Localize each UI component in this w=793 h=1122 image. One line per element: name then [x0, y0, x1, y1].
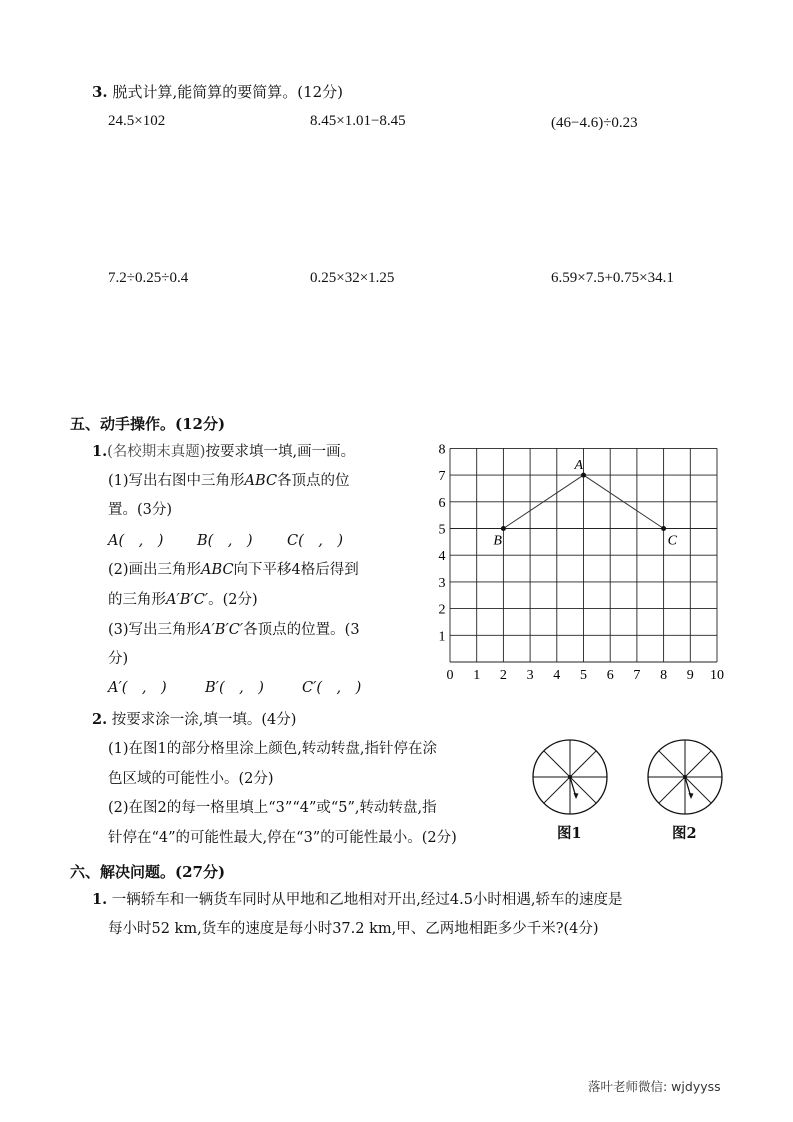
coord-b-blank: B( , )	[197, 533, 253, 549]
coord-a-prime-blank: A′( , )	[108, 680, 167, 696]
s5-p2-line1: (1)在图1的部分格里涂上颜色,转动转盘,指针停在涂	[108, 741, 437, 757]
x-tick-label: 5	[580, 668, 587, 683]
vertex-point-a	[581, 473, 586, 478]
triangle-prime-name: A′B′C′	[166, 592, 209, 608]
expr-2: 8.45×1.01−8.45	[310, 113, 406, 129]
coord-c-blank: C( , )	[287, 533, 344, 549]
expr-6: 6.59×7.5+0.75×34.1	[551, 270, 674, 286]
y-tick-label: 3	[438, 575, 446, 591]
section-5-heading: 五、动手操作。(12分)	[70, 415, 226, 433]
coord-a-blank: A( , )	[108, 533, 164, 549]
vertex-point-c	[661, 526, 666, 531]
s5-p1-line5	[108, 622, 360, 639]
coord-c-prime-blank: C′( , )	[302, 680, 362, 696]
expr-3: (46−4.6)÷0.23	[551, 115, 638, 131]
text: 的三角形	[108, 592, 166, 608]
y-tick-label: 7	[438, 469, 446, 485]
s5-p1-title	[92, 443, 355, 461]
coordinate-grid	[430, 440, 730, 690]
expr-4: 7.2÷0.25÷0.4	[108, 270, 189, 286]
expr-5: 0.25×32×1.25	[310, 270, 395, 286]
y-tick-label: 5	[438, 522, 446, 538]
s5-p1-line6: 分)	[108, 651, 129, 667]
s5-p2-line3: (2)在图2的每一格里填上“3”“4”或“5”,转动转盘,指	[108, 800, 437, 816]
s5-p2-line2: 色区域的可能性小。(2分)	[108, 771, 274, 787]
s5-p2-line4: 针停在“4”的可能性最大,停在“3”的可能性最小。(2分)	[108, 830, 457, 846]
text: 。(2分)	[208, 592, 258, 608]
spinner-figure-1	[530, 737, 610, 817]
y-tick-label: 8	[438, 442, 446, 458]
s5-p1-line4	[108, 592, 258, 609]
s5-p1-line2: 置。(3分)	[108, 502, 173, 518]
source-tag: (名校期末真题)	[107, 444, 206, 460]
vertex-label-c: C	[667, 533, 677, 549]
x-tick-label: 4	[553, 668, 561, 683]
q3-title	[92, 81, 343, 102]
s5-p1-line1	[108, 473, 350, 490]
y-tick-label: 1	[438, 629, 446, 645]
x-tick-label: 10	[710, 668, 724, 683]
x-tick-label: 3	[526, 668, 534, 683]
q3-number: 3.	[92, 83, 108, 101]
text: (3)写出三角形	[108, 622, 202, 638]
s5-p1-instruction: 按要求填一填,画一画。	[205, 444, 356, 460]
vertex-label-b: B	[493, 533, 502, 549]
vertex-point-b	[501, 526, 506, 531]
s5-p1-line3	[108, 562, 359, 579]
coord-b-prime-blank: B′( , )	[205, 680, 264, 696]
x-tick-label: 1	[473, 668, 481, 683]
text: 一辆轿车和一辆货车同时从甲地和乙地相对开出,经过4.5小时相遇,轿车的速度是	[111, 892, 623, 908]
s6-p1-line2: 每小时52 km,货车的速度是每小时37.2 km,甲、乙两地相距多少千米?(4分)	[108, 921, 599, 937]
s5-p1-number: 1.	[92, 443, 108, 460]
text: (1)写出右图中三角形	[108, 473, 245, 489]
x-tick-label: 7	[633, 668, 641, 683]
x-tick-label: 6	[606, 668, 614, 683]
figure-2-caption: 图2	[672, 825, 697, 842]
x-tick-label: 9	[686, 668, 694, 683]
footer-note: 落叶老师微信: wjdyyss	[588, 1079, 721, 1094]
s6-p1-line1	[92, 891, 623, 909]
triangle-name: ABC	[201, 562, 234, 578]
text: 向下平移4格后得到	[233, 562, 359, 578]
y-tick-label: 2	[438, 602, 446, 618]
x-tick-label: 8	[660, 668, 668, 683]
y-tick-label: 6	[438, 495, 446, 511]
y-tick-label: 4	[438, 549, 446, 565]
expr-1: 24.5×102	[108, 113, 166, 129]
vertex-label-a: A	[574, 458, 584, 474]
x-tick-label: 2	[499, 668, 507, 683]
text: (2)画出三角形	[108, 562, 202, 578]
figure-1-caption: 图1	[557, 825, 582, 842]
s5-p2-number: 2.	[92, 711, 108, 728]
text: 各顶点的位置。(3	[243, 622, 360, 638]
q3-instruction: 脱式计算,能简算的要简算。(12分)	[112, 83, 344, 101]
x-tick-label: 0	[446, 668, 454, 683]
s6-p1-number: 1.	[92, 891, 108, 908]
triangle-prime-name: A′B′C′	[201, 622, 244, 638]
spinner-figure-2	[645, 737, 725, 817]
section-6-heading: 六、解决问题。(27分)	[70, 863, 226, 881]
s5-p2-title	[92, 711, 296, 729]
text: 各顶点的位	[277, 473, 350, 489]
s5-p2-instruction: 按要求涂一涂,填一填。(4分)	[111, 712, 297, 728]
triangle-name: ABC	[244, 473, 278, 489]
